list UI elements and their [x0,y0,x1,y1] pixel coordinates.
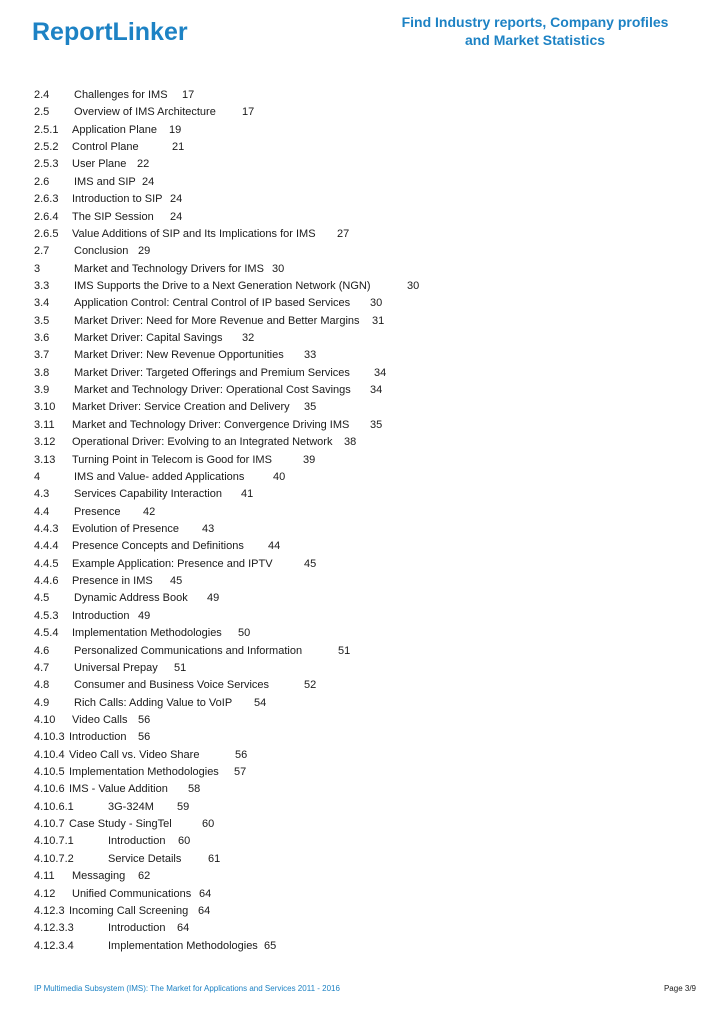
toc-entry-title: IMS and Value- added Applications [74,470,245,483]
toc-entry [34,226,694,243]
toc-entry-title: Example Application: Presence and IPTV [72,557,273,570]
toc-entry-title: Market Driver: Need for More Revenue and Better Margins [74,314,360,327]
toc-entry-page: 43 [202,522,215,535]
toc-entry-number: 4.12.3.4 [34,939,74,952]
toc-entry [34,434,694,451]
toc-entry-page: 50 [238,627,251,640]
toc-entry-page: 57 [234,766,247,779]
toc-entry-number: 4.8 [34,679,50,692]
toc-entry-number: 3.11 [34,418,55,431]
toc-entry-number: 4.6 [34,644,50,657]
toc-entry [34,608,694,625]
toc-entry [34,712,694,729]
toc-entry-title: Control Plane [72,141,139,154]
toc-entry [34,764,694,781]
toc-entry-title: Rich Calls: Adding Value to VoIP [74,696,233,709]
toc-entry [34,816,694,833]
toc-entry-number: 3.13 [34,453,56,466]
toc-entry-page: 33 [304,349,317,362]
toc-entry-number: 3.8 [34,366,50,379]
toc-entry-number: 4.12.3.3 [34,922,74,935]
toc-entry [34,104,694,121]
toc-entry-number: 3.9 [34,384,50,397]
toc-entry-number: 3.4 [34,297,50,310]
toc-entry-title: 3G-324M [108,800,154,813]
toc-entry-number: 3 [34,262,41,275]
toc-entry [34,313,694,330]
toc-entry-number: 2.5.3 [34,158,59,171]
toc-entry-page: 51 [174,661,187,674]
toc-entry-page: 17 [182,89,195,101]
toc-entry-page: 49 [138,609,151,622]
toc-entry-number: 3.10 [34,401,56,414]
toc-entry-page: 62 [138,870,151,883]
toc-entry-number: 4.5.4 [34,627,59,640]
toc-entry-title: Overview of IMS Architecture [74,106,216,119]
toc-entry-title: Service Details [108,852,182,865]
toc-entry-number: 4 [34,470,41,483]
toc-entry-page: 65 [264,939,277,952]
toc-entry-title: Market Driver: Capital Savings [74,332,223,345]
toc-entry-page: 56 [235,748,248,761]
toc-entry [34,799,694,816]
toc-entry-title: Market Driver: Service Creation and Delivery [72,401,290,414]
toc-entry-page: 45 [170,575,183,588]
toc-entry-page: 51 [338,644,351,657]
toc-entry [34,677,694,694]
toc-entry-number: 3.7 [34,349,50,362]
toc-entry-title: Video Calls [72,713,128,726]
toc-entry-number: 4.4 [34,505,50,518]
toc-entry-title: IMS and SIP [74,175,136,188]
toc-entry-number: 3.3 [34,279,50,292]
toc-entry [34,781,694,798]
tagline-line-1: Find Industry reports, Company profiles [401,14,669,30]
toc-entry-title: Market Driver: Targeted Offerings and Premium Services [74,366,350,379]
toc-entry-title: Introduction [72,609,130,622]
toc-entry-title: Implementation Methodologies [69,766,219,779]
toc-entry-title: Application Control: Central Control of IP based Services [74,297,351,310]
toc-entry-number: 4.10.6 [34,783,65,796]
toc-entry-title: Value Additions of SIP and Its Implications for IMS [72,227,316,240]
toc-entry-title: Consumer and Business Voice Services [74,679,270,692]
toc-entry [34,851,694,868]
toc-entry [34,868,694,885]
toc-entry [34,156,694,173]
toc-entry-title: Services Capability Interaction [74,488,222,501]
toc-entry-title: Application Plane [72,123,158,136]
toc-entry-title: Dynamic Address Book [74,592,188,605]
toc-entry [34,382,694,399]
toc-entry [34,122,694,139]
toc-entry-number: 4.10.7.1 [34,835,74,848]
toc-entry-title: Market and Technology Driver: Convergence Driving IMS [72,418,350,431]
toc-entry-page: 17 [242,106,255,119]
toc-entry [34,538,694,555]
toc-entry-page: 42 [143,505,156,518]
toc-entry [34,139,694,156]
toc-entry [34,209,694,226]
toc-entry-number: 4.12.3 [34,904,65,917]
toc-entry [34,295,694,312]
toc-entry [34,573,694,590]
toc-entry [34,261,694,278]
toc-entry-title: IMS Supports the Drive to a Next Generation Network (NGN) [74,279,371,292]
toc-entry [34,504,694,521]
toc-entry [34,174,694,191]
report-title-link[interactable]: IP Multimedia Subsystem (IMS): The Market for Applications and Services 2011 - 2016 [34,984,340,993]
toc-entry-number: 2.5.1 [34,123,59,136]
toc-entry-title: Turning Point in Telecom is Good for IMS [72,453,272,466]
toc-entry [34,469,694,486]
toc-entry-page: 35 [370,418,383,431]
toc-entry [34,191,694,208]
toc-entry [34,938,694,955]
page-number: Page 3/9 [663,984,696,993]
toc-entry-page: 30 [272,262,285,275]
toc-entry-number: 2.6.5 [34,227,59,240]
table-of-contents [34,87,694,955]
toc-entry-page: 32 [242,332,255,345]
toc-entry-page: 34 [374,366,387,379]
toc-entry [34,452,694,469]
toc-entry-number: 4.10.7.2 [34,852,74,865]
toc-entry [34,886,694,903]
toc-entry [34,729,694,746]
toc-entry [34,399,694,416]
toc-entry-title: Introduction [69,731,127,744]
toc-entry-number: 2.5.2 [34,141,59,154]
toc-entry-title: Market Driver: New Revenue Opportunities [74,349,284,362]
toc-entry [34,330,694,347]
toc-entry-number: 4.5 [34,592,50,605]
toc-entry-title: Incoming Call Screening [69,904,189,917]
toc-entry-title: Introduction [108,835,166,848]
toc-entry-number: 4.10.6.1 [34,800,74,813]
toc-entry-title: Presence [74,505,121,518]
toc-entry [34,278,694,295]
toc-entry-page: 61 [208,852,221,865]
toc-entry-title: Operational Driver: Evolving to an Integrated Network [72,436,333,449]
toc-entry-number: 2.6 [34,175,50,188]
toc-entry [34,920,694,937]
toc-entry-number: 4.12 [34,887,56,900]
toc-entry [34,87,694,104]
toc-entry-page: 64 [177,922,190,935]
toc-entry-title: Introduction [108,922,166,935]
toc-entry-number: 4.4.6 [34,575,59,588]
toc-entry [34,833,694,850]
toc-entry-page: 60 [178,835,191,848]
toc-entry-title: Market and Technology Driver: Operational Cost Savings [74,384,351,397]
toc-entry-title: Conclusion [74,245,129,258]
toc-entry-page: 30 [370,297,383,310]
toc-entry-page: 35 [304,401,317,414]
toc-entry [34,347,694,364]
toc-entry-title: Presence in IMS [72,575,153,588]
toc-entry-page: 64 [198,904,211,917]
toc-entry-title: Personalized Communications and Information [74,644,303,657]
toc-entry-title: Introduction to SIP [72,193,163,206]
toc-entry-number: 3.12 [34,436,56,449]
toc-entry-page: 56 [138,731,151,744]
toc-entry-title: Market and Technology Drivers for IMS [74,262,264,275]
toc-entry [34,903,694,920]
toc-entry-number: 4.5.3 [34,609,59,622]
toc-entry-page: 52 [304,679,317,692]
toc-entry-title: Implementation Methodologies [72,627,222,640]
toc-entry [34,243,694,260]
toc-entry-number: 4.10.7 [34,818,65,831]
toc-entry [34,556,694,573]
toc-entry-page: 41 [241,488,254,501]
toc-entry-page: 56 [138,713,151,726]
toc-entry-number: 4.10.4 [34,748,65,761]
toc-entry-title: Unified Communications [72,887,192,900]
toc-entry [34,590,694,607]
toc-entry-title: Evolution of Presence [72,522,180,535]
reportlinker-logo: ReportLinker [32,18,188,46]
toc-entry-number: 2.6.3 [34,193,59,206]
toc-entry-title: Presence Concepts and Definitions [72,540,244,553]
toc-entry-page: 24 [170,193,183,206]
toc-entry-number: 4.3 [34,488,50,501]
toc-entry [34,695,694,712]
toc-entry-number: 4.4.4 [34,540,59,553]
toc-entry [34,660,694,677]
toc-entry-page: 21 [172,141,185,154]
toc-entry [34,486,694,503]
toc-entry-page: 40 [273,470,286,483]
toc-entry-page: 31 [372,314,385,327]
toc-entry-page: 19 [169,123,182,136]
toc-entry-number: 2.4 [34,89,50,101]
tagline-line-2: and Market Statistics [464,32,606,48]
toc-entry-number: 4.11 [34,870,55,883]
toc-entry-page: 54 [254,696,267,709]
toc-entry-page: 22 [137,158,150,171]
toc-entry-number: 2.7 [34,245,50,258]
toc-entry-title: Messaging [72,870,126,883]
toc-entry-number: 4.7 [34,661,50,674]
toc-entry [34,521,694,538]
toc-entry [34,625,694,642]
toc-entry-page: 30 [407,279,420,292]
toc-entry-page: 64 [199,887,212,900]
toc-entry [34,365,694,382]
toc-entry-page: 24 [142,175,155,188]
toc-entry-title: Challenges for IMS [74,89,168,101]
toc-entry-page: 60 [202,818,215,831]
toc-entry-number: 4.10 [34,713,56,726]
toc-entry-number: 4.10.3 [34,731,65,744]
toc-entry-title: Case Study - SingTel [69,818,172,831]
toc-entry-page: 29 [138,245,151,258]
toc-entry-page: 44 [268,540,281,553]
header-tagline [370,13,700,49]
toc-entry-number: 3.6 [34,332,50,345]
toc-entry-number: 4.4.5 [34,557,59,570]
toc-entry-title: Implementation Methodologies [108,939,258,952]
toc-entry-number: 4.9 [34,696,50,709]
toc-entry-title: IMS - Value Addition [69,783,168,796]
toc-entry-title: User Plane [72,158,127,171]
toc-entry-page: 27 [337,227,350,240]
toc-entry-number: 4.10.5 [34,766,65,779]
toc-entry [34,417,694,434]
toc-entry-number: 4.4.3 [34,522,59,535]
toc-entry-title: Video Call vs. Video Share [69,748,200,761]
toc-entry [34,747,694,764]
toc-entry-title: The SIP Session [72,210,154,223]
toc-entry-title: Universal Prepay [74,661,158,674]
toc-entry-page: 49 [207,592,220,605]
toc-entry-page: 58 [188,783,201,796]
toc-entry-page: 45 [304,557,317,570]
toc-entry-number: 3.5 [34,314,50,327]
toc-entry-page: 59 [177,800,190,813]
toc-entry-page: 39 [303,453,316,466]
toc-entry-page: 34 [370,384,383,397]
toc-entry-number: 2.5 [34,106,50,119]
toc-entry-page: 24 [170,210,183,223]
toc-entry-number: 2.6.4 [34,210,59,223]
toc-entry-page: 38 [344,436,357,449]
toc-entry [34,643,694,660]
